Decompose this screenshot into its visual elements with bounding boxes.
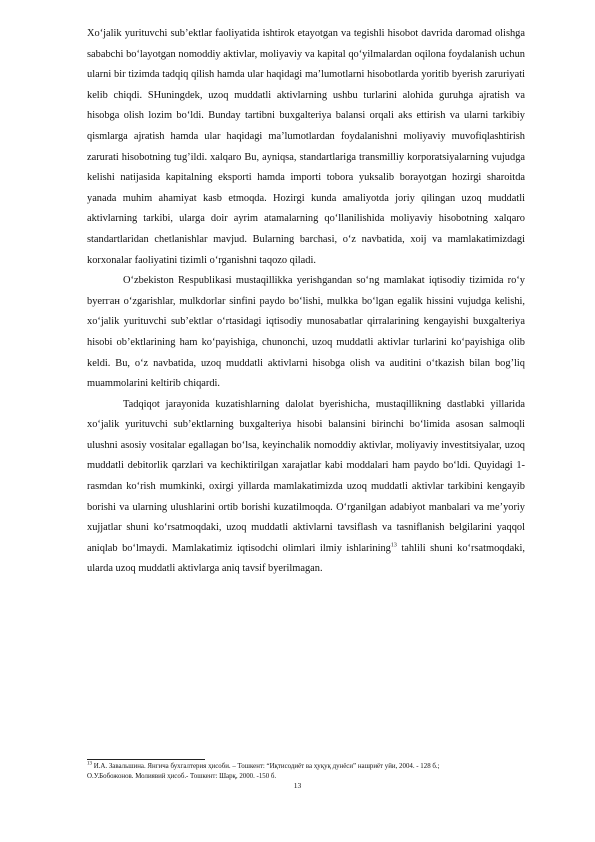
page-number: 13 (293, 781, 302, 790)
paragraph-2: O‘zbekiston Respublikasi mustaqillikka yerishgandan so‘ng mamlakat iqtisodiy tizimida ro‘y byerган o‘zgarishlar, mulkdorlar sinfini paydo bo‘lishi, mulkka bo‘lgan egalik hissini vujudga kelishi, xo‘jalik yurituvchi sub’ektlar o‘rtasidagi iqtisodiy munosabatlar qirralarining kengayishi buxgalteriya hisobi ob’ektlarining ham ko‘payishiga, chunonchi, uzoq muddatli aktivlar turlarini ko‘payishiga olib keldi. Bu, o‘z navbatida, uzoq muddatli aktivlarni hisobga olish va auditini o‘tkazish bilan bog’liq muammolarini keltirib chiqardi. (87, 275, 525, 390)
paragraph-3 (87, 395, 525, 580)
footnote-13-text: И.А. Завальшина. Янгича бухгалтерия ҳисоби. – Тошкент: “Иқтисодиёт ва ҳуқуқ дунёси” нашриёт уйи, 2004. - 128 б.; (93, 763, 440, 770)
paragraph-3-continuation: tahlili shuni ko‘rsatmoqdaki, ularda uzoq muddatli aktivlarga aniq tavsif byerilmagan. (87, 542, 525, 575)
footnote-13-continued: О.У.Бобожонов. Молиявий ҳисоб.- Тошкент: Шарқ, 2000. -150 б. (87, 773, 277, 780)
footnote-separator (87, 759, 205, 760)
footnote-reference[interactable]: 13 (390, 542, 397, 549)
footnotes (87, 762, 527, 782)
footnote-13 (87, 762, 527, 772)
body-text (87, 24, 525, 580)
paragraph-3-text: Tadqiqot jarayonida kuzatishlarning dalolat byerishicha, mustaqillikning dastlabki yillarida xo‘jalik yurituvchi sub’ektlarning buxgalteriya hisobi balansini birinchi bo‘limida asosan salmoqli ulushni asosiy vositalar egallagan bo‘lsa, keyinchalik nomoddiy aktivlar, moliyaviy investitsiyalar, uzoq muddatli debitorlik qarzlari va kechiktirilgan xarajatlar kabi moddalari ham paydo bo‘ldi. Quyidagi 1-rasmdan ko‘rish mumkinki, oxirgi yillarda mamlakatimizda uzoq muddatli aktivlar tarkibini kengayib borishi va ularning ulushlarini ortib borishi kuzatilmoqda. O‘rganilgan adabiyot manbalari va me’yoriy xujjatlar shuni ko‘rsatmoqdaki, uzoq muddatli aktivlarni tavsiflash va tasniflanish belgilarini yaqqol aniqlab bo‘lmaydi. Mamlakatimiz iqtisodchi olimlari ilmiy ishlarining (87, 398, 525, 554)
footnote-marker: 13 (87, 761, 92, 767)
paragraph-1: Xo‘jalik yurituvchi sub’ektlar faoliyatida ishtirok etayotgan va tegishli hisobot davrida daromad olishga sababchi bo‘layotgan nomoddiy aktivlar, moliyaviy va kapital qo‘yilmalardan oqilona foydalanish uchun ularni bir tizimda tadqiq qilish hamda ular haqidagi ma’lumotlarni hisobotlarda yoritib byerish zaruriyati kelib chiqdi. SHuningdek, uzoq muddatli aktivlarning ushbu turlarini alohida guruhga ajratish va hisobga olish lozim bo‘ldi. Bunday tartibni buxgalteriya balansi orqali aks ettirish va ularni tarkibiy qismlarga ajratish hamda ular haqidagi ma’lumotlardan foydalanishni moliyaviy muvofiqlashtirish zarurati hisobotning tug’ildi. xalqaro Bu, ayniqsa, standartlariga transmilliy korporatsiyalarning vujudga kelishi natijasida kapitalning eksporti hamda importi tobora yuksalib borayotgan hozirgi sharoitda yanada muhim ahamiyat kasb etmoqda. Hozirgi kunda amaliyotda joriy qilingan uzoq muddatli aktivlarning tarkibi, ularga doir ayrim atamalarning qo‘llanilishida moliyaviy hisobotning xalqaro standartlaridan chetlanishlar mavjud. Bularning barchasi, o‘z navbatida, xoij va mamlakatimizdagi korxonalar faoliyatini tizimli o‘rganishni taqozo qiladi. (87, 28, 525, 266)
